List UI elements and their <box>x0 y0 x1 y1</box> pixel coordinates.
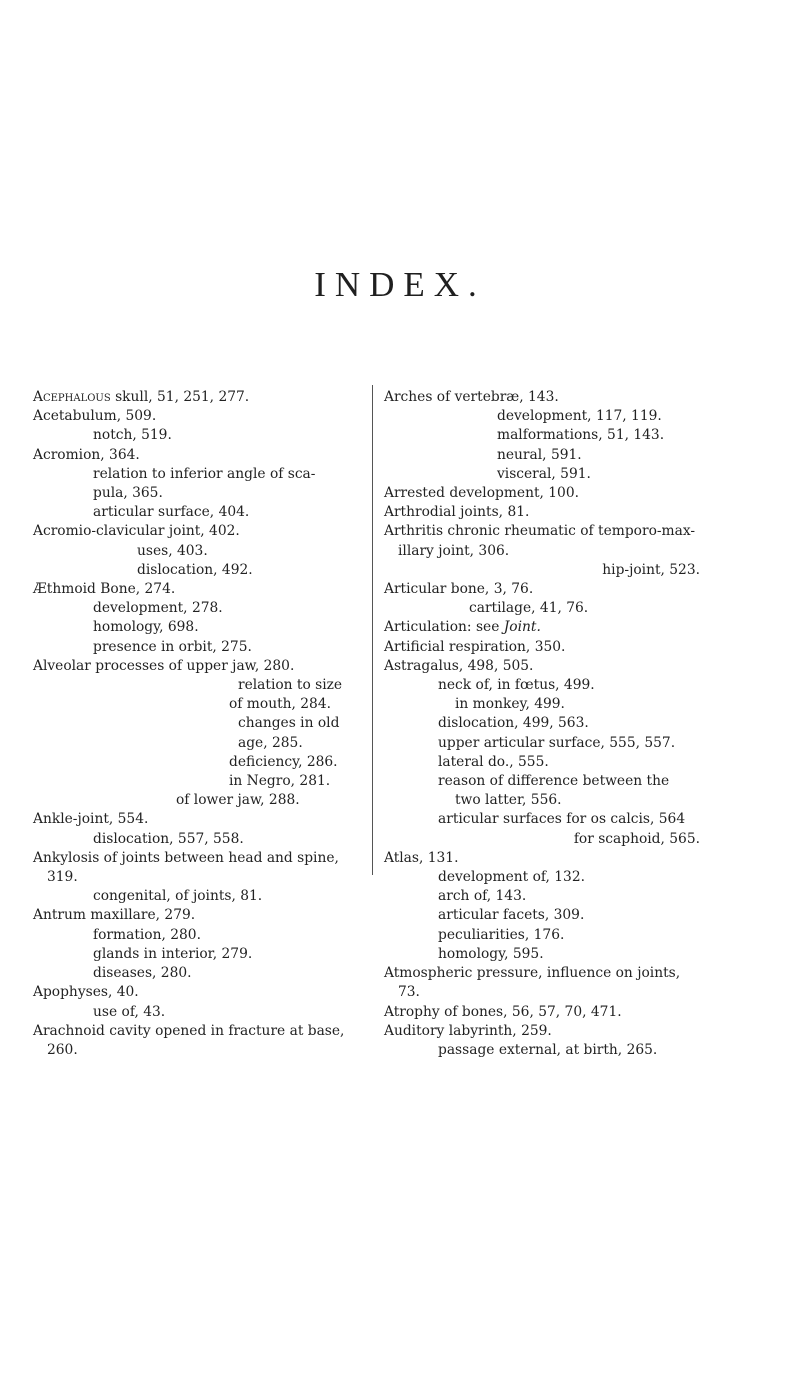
index-entry <box>384 618 710 637</box>
index-subentry: reason of difference between the <box>438 773 670 790</box>
index-entry-cont: 260. <box>47 1041 78 1058</box>
index-subentry: neural, 591. <box>497 446 582 463</box>
index-subentry: diseases, 280. <box>93 965 192 982</box>
index-subentry: relation to inferior angle of sca- <box>93 465 316 482</box>
index-subentry: development of, 132. <box>438 869 585 886</box>
index-entry: Arachnoid cavity opened in fracture at base, <box>33 1022 345 1039</box>
index-subentry: deficiency, 286. <box>229 753 338 770</box>
index-subentry: dislocation, 492. <box>137 561 253 578</box>
index-subentry: articular surfaces for os calcis, 564 <box>438 811 686 828</box>
index-subentry: homology, 698. <box>93 619 199 636</box>
index-column-left <box>33 388 373 1060</box>
index-entry: Arthrodial joints, 81. <box>384 504 530 521</box>
index-entry: Arrested development, 100. <box>384 485 580 502</box>
index-subentry: articular facets, 309. <box>438 907 585 924</box>
index-entry-cont: 319. <box>47 869 78 886</box>
index-subentry: in monkey, 499. <box>455 696 565 713</box>
entry-head: Acephalous <box>33 389 111 405</box>
index-subentry: homology, 595. <box>438 945 544 962</box>
index-entry: Acromio-clavicular joint, 402. <box>33 523 240 540</box>
index-entry: Auditory labyrinth, 259. <box>384 1022 552 1039</box>
index-subentry: lateral do., 555. <box>438 753 549 770</box>
index-subentry: neck of, in fœtus, 499. <box>438 677 595 694</box>
index-subentry-cont: two latter, 556. <box>455 792 562 809</box>
page-title: INDEX. <box>314 265 486 304</box>
index-subentry-cont: age, 285. <box>238 734 303 751</box>
index-subentry: of lower jaw, 288. <box>176 792 300 809</box>
index-subentry: congenital, of joints, 81. <box>93 888 263 905</box>
index-entry: Atlas, 131. <box>384 849 459 866</box>
index-entry: Arches of vertebræ, 143. <box>384 389 559 405</box>
index-entry: Ankylosis of joints between head and spine, <box>33 849 339 866</box>
index-subentry: glands in interior, 279. <box>93 945 253 962</box>
entry-text: Articulation: see <box>384 619 500 636</box>
index-entry-cont: 73. <box>398 984 420 1001</box>
index-subentry: uses, 403. <box>137 542 208 559</box>
index-subentry: upper articular surface, 555, 557. <box>438 734 676 751</box>
index-entry: Ankle-joint, 554. <box>33 811 149 828</box>
index-subentry: cartilage, 41, 76. <box>469 600 589 617</box>
index-subentry: development, 117, 119. <box>497 408 662 425</box>
index-subentry: development, 278. <box>93 600 223 617</box>
index-subentry: presence in orbit, 275. <box>93 638 252 655</box>
index-subentry: use of, 43. <box>93 1003 166 1020</box>
index-entry: Atrophy of bones, 56, 57, 70, 471. <box>384 1003 622 1020</box>
index-subentry: dislocation, 499, 563. <box>438 715 589 732</box>
index-entry: Antrum maxillare, 279. <box>33 907 196 924</box>
index-entry: Acetabulum, 509. <box>33 408 157 425</box>
index-subentry: hip-joint, 523. <box>602 561 700 578</box>
entry-rest: skull, 51, 251, 277. <box>110 389 250 405</box>
index-entry: Apophyses, 40. <box>33 984 139 1001</box>
index-subentry: passage external, at birth, 265. <box>438 1041 658 1058</box>
index-subentry: notch, 519. <box>93 427 172 444</box>
index-entry: Acromion, 364. <box>33 446 140 463</box>
index-subentry: articular surface, 404. <box>93 504 250 521</box>
index-column-right <box>384 388 710 1060</box>
index-entry: Æthmoid Bone, 274. <box>33 581 176 598</box>
index-entry-cont: illary joint, 306. <box>398 542 510 559</box>
index-subentry: changes in old <box>238 715 340 732</box>
entry-see-ref: Joint. <box>503 619 541 636</box>
index-subentry: peculiarities, 176. <box>438 926 565 943</box>
index-entry: Articular bone, 3, 76. <box>384 581 534 598</box>
index-subentry: malformations, 51, 143. <box>497 427 665 444</box>
index-entry <box>33 388 373 407</box>
index-entry: Astragalus, 498, 505. <box>384 657 534 674</box>
index-entry: Artificial respiration, 350. <box>384 638 566 655</box>
index-subentry-cont: pula, 365. <box>93 485 163 502</box>
index-entry: Arthritis chronic rheumatic of temporo-max- <box>384 523 696 540</box>
index-subentry: formation, 280. <box>93 926 201 943</box>
index-entry: Atmospheric pressure, influence on joints, <box>384 965 681 982</box>
index-subentry: visceral, 591. <box>497 465 591 482</box>
index-subentry: in Negro, 281. <box>229 773 331 790</box>
index-subentry: for scaphoid, 565. <box>573 830 700 847</box>
index-subentry: dislocation, 557, 558. <box>93 830 244 847</box>
index-subentry: arch of, 143. <box>438 888 527 905</box>
index-entry: Alveolar processes of upper jaw, 280. <box>33 657 295 674</box>
index-subentry-cont: of mouth, 284. <box>229 696 331 713</box>
index-subentry: relation to size <box>238 677 343 694</box>
